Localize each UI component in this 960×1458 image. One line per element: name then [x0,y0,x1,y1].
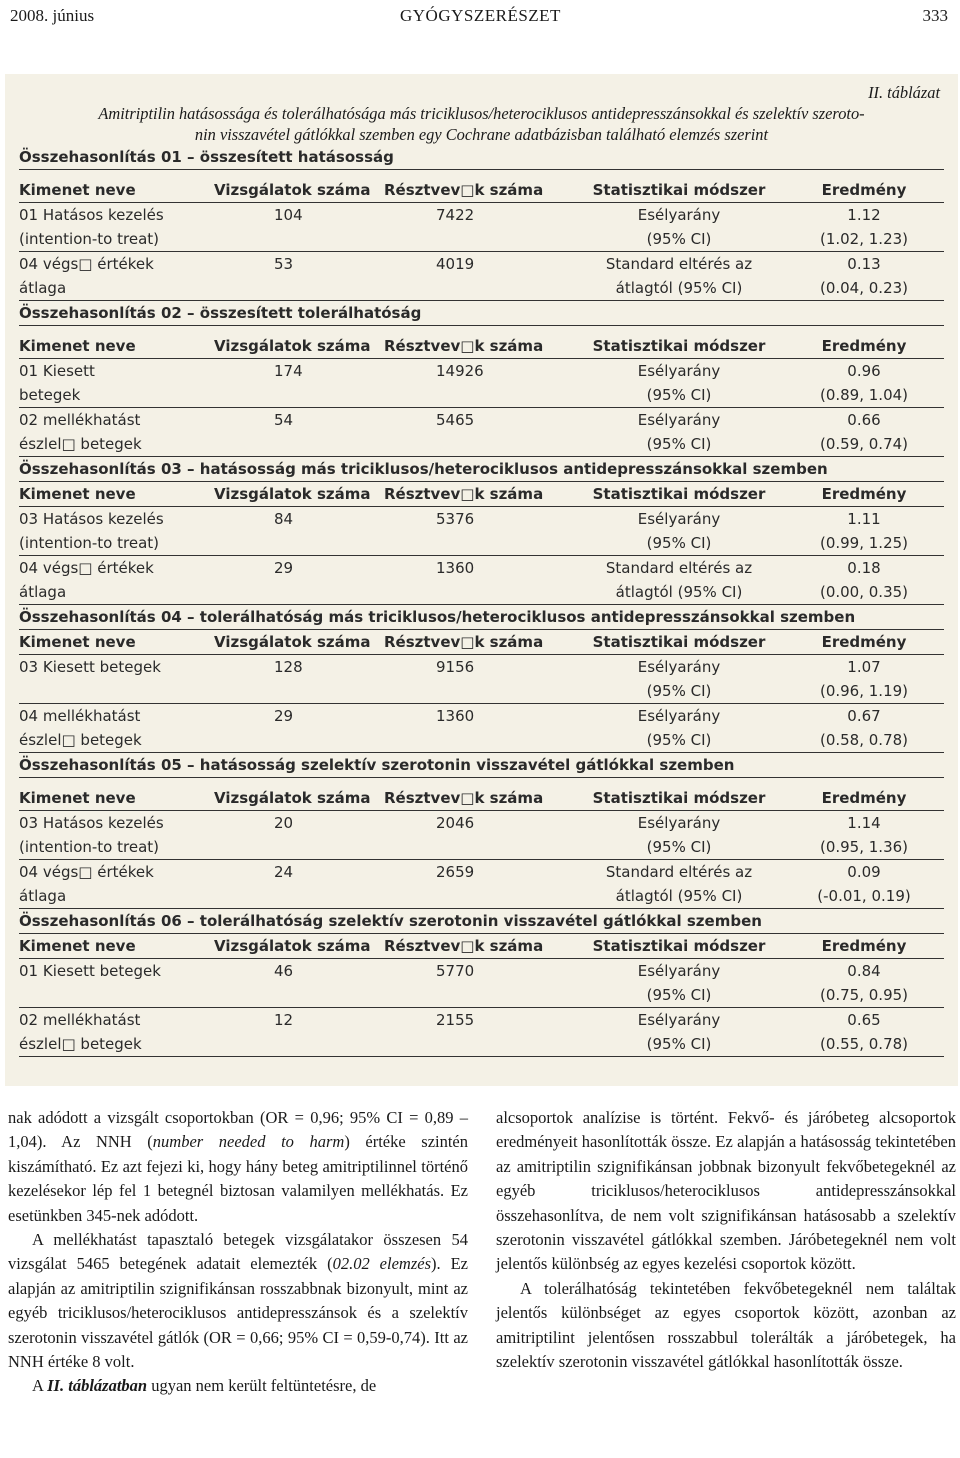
header-participants: Résztvev□k száma [384,485,544,503]
outcome-cell-line: észlel□ betegek [19,435,142,453]
outcome-cell-line: betegek [19,386,81,404]
outcome-cell [19,704,214,752]
participants-cell: 2046 [436,814,475,832]
method-cell-line: átlagtól (95% CI) [615,279,743,297]
result-cell [784,860,944,908]
participants-cell: 5376 [436,510,475,528]
studies-cell: 53 [274,255,294,273]
table-reference: II. táblázatban [47,1376,148,1396]
method-cell [574,507,784,555]
result-cell-line: 0.96 [847,362,881,380]
comparison-title: Összehasonlítás 04 – tolerálhatóság más triciklusos/heterociklusos antidepresszánsokkal szemben [19,605,944,630]
header-result: Eredmény [821,937,907,955]
outcome-cell [19,408,214,456]
header-result: Eredmény [821,485,907,503]
comparison-title: Összehasonlítás 06 – tolerálhatóság szelektív szerotonin visszavétel gátlókkal szemben [19,909,944,934]
journal-name: GYÓGYSZERÉSZET [400,6,561,25]
outcome-cell-line: 03 Kiesett betegek [19,658,161,676]
result-cell [784,1008,944,1056]
header-method: Statisztikai módszer [592,789,766,807]
comparison-title: Összehasonlítás 02 – összesített tolerálhatóság [19,301,944,326]
table-row [19,203,944,252]
column-header-row [19,934,944,959]
method-cell-line: (95% CI) [646,435,712,453]
outcome-cell-line: (intention-to treat) [19,838,159,856]
column-header-row [19,786,944,811]
outcome-cell-line: 04 végs□ értékek [19,863,154,881]
outcome-cell [19,655,214,679]
participants-cell: 2659 [436,863,475,881]
table-row [19,959,944,1008]
method-cell-line: (95% CI) [646,986,712,1004]
table-caption [19,82,944,145]
method-cell-line: Standard eltérés az [605,255,753,273]
outcome-cell-line: 04 mellékhatást [19,707,141,725]
outcome-cell-line: 03 Hatásos kezelés [19,510,164,528]
method-cell-line: átlagtól (95% CI) [615,887,743,905]
participants-cell: 2155 [436,1011,475,1029]
header-participants: Résztvev□k száma [384,337,544,355]
outcome-cell [19,252,214,300]
result-cell [784,704,944,752]
outcome-cell-line: átlaga [19,887,67,905]
participants-cell: 5770 [436,962,475,980]
outcome-cell-line: 01 Hatásos kezelés [19,206,164,224]
outcome-cell-line: (intention-to treat) [19,230,159,248]
header-studies: Vizsgálatok száma [214,337,371,355]
outcome-cell-line: átlaga [19,279,67,297]
method-cell-line: Standard eltérés az [605,863,753,881]
outcome-cell-line: 04 végs□ értékek [19,255,154,273]
header-studies: Vizsgálatok száma [214,485,371,503]
header-outcome: Kimenet neve [19,633,136,651]
method-cell [574,959,784,1007]
result-cell-line: 0.67 [847,707,881,725]
header-studies: Vizsgálatok száma [214,181,371,199]
outcome-cell-line: 02 mellékhatást [19,1011,141,1029]
method-cell [574,860,784,908]
method-cell-line: (95% CI) [646,838,712,856]
method-cell-line: Esélyarány [637,707,721,725]
result-cell-line: 0.84 [847,962,881,980]
result-cell-line: 1.11 [847,510,881,528]
table-row [19,408,944,457]
comparison-title: Összehasonlítás 03 – hatásosság más triciklusos/heterociklusos antidepresszánsokkal szemben [19,457,944,482]
paragraph: A mellékhatást tapasztaló betegek vizsgálatakor összesen 54 vizsgálat 5465 betegének adatait elemezték (02.02 elemzés). Ez alapján az amitriptilin szignifikánsan rosszabbnak bizonyult, mint az egyéb triciklusos/heterociklusos antidepresszánsok és a szelektív szerotonin visszavétel gátlók (OR = 0,66; 95% CI = 0,59-0,74). Itt az NNH értéke 8 volt. [8,1230,468,1372]
page-number: 333 [922,6,948,25]
comparison-title: Összehasonlítás 05 – hatásosság szelektív szerotonin visszavétel gátlókkal szemben [19,753,944,778]
participants-cell: 1360 [436,707,475,725]
outcome-cell [19,959,214,983]
result-cell-line: 1.14 [847,814,881,832]
method-cell [574,556,784,604]
result-cell-line: 0.09 [847,863,881,881]
method-cell [574,408,784,456]
body-column-left [8,1106,468,1399]
method-cell-line: (95% CI) [646,386,712,404]
column-header-row [19,178,944,203]
result-cell-line: 0.18 [847,559,881,577]
result-cell-line: 1.12 [847,206,881,224]
method-cell [574,704,784,752]
body-column-right [496,1106,956,1374]
table-box [5,74,958,1086]
header-participants: Résztvev□k száma [384,181,544,199]
method-cell-line: Esélyarány [637,510,721,528]
table-row [19,1008,944,1057]
outcome-cell-line: 04 végs□ értékek [19,559,154,577]
method-cell-line: (95% CI) [646,534,712,552]
header-result: Eredmény [821,181,907,199]
method-cell-line: (95% CI) [646,682,712,700]
result-cell-line: 0.13 [847,255,881,273]
header-studies: Vizsgálatok száma [214,633,371,651]
method-cell-line: Standard eltérés az [605,559,753,577]
table-row [19,811,944,860]
participants-cell: 7422 [436,206,475,224]
participants-cell: 14926 [436,362,484,380]
table-row [19,704,944,753]
result-cell-line: (0.04, 0.23) [819,279,909,297]
method-cell [574,1008,784,1056]
emphasis: 02.02 elemzés [332,1254,431,1274]
paragraph: nak adódott a vizsgált csoportokban (OR = 0,96; 95% CI = 0,89 – 1,04). Az NNH (number needed to harm) értéke szintén kiszámítható. Ez azt fejezi ki, hogy hány beteg amitriptilinnel történő kezelésekor lép fel 1 betegnél biztosan valamilyen mellékhatás. Ez esetünkben 345-nek adódott. [8,1108,469,1225]
table-row [19,860,944,909]
method-cell [574,203,784,251]
participants-cell: 5465 [436,411,475,429]
method-cell-line: átlagtól (95% CI) [615,583,743,601]
table-row [19,655,944,704]
page-header [0,0,960,36]
outcome-cell-line: 01 Kiesett [19,362,95,380]
method-cell-line: Esélyarány [637,814,721,832]
header-outcome: Kimenet neve [19,337,136,355]
method-cell [574,252,784,300]
outcome-cell-line: észlel□ betegek [19,731,142,749]
method-cell [574,359,784,407]
participants-cell: 1360 [436,559,475,577]
header-studies: Vizsgálatok száma [214,789,371,807]
outcome-cell [19,1008,214,1056]
result-cell-line: 0.66 [847,411,881,429]
result-cell [784,811,944,859]
header-method: Statisztikai módszer [592,337,766,355]
header-outcome: Kimenet neve [19,789,136,807]
table-number: II. táblázat [868,83,940,102]
result-cell-line: (0.96, 1.19) [819,682,909,700]
result-cell [784,203,944,251]
comparison-title: Összehasonlítás 01 – összesített hatásosság [19,145,944,170]
method-cell-line: Esélyarány [637,658,721,676]
spacer [19,326,944,334]
header-participants: Résztvev□k száma [384,937,544,955]
column-header-row [19,482,944,507]
table-row [19,556,944,605]
spacer [19,778,944,786]
result-cell-line: (0.55, 0.78) [819,1035,909,1053]
results-table [19,145,944,1057]
participants-cell: 4019 [436,255,475,273]
header-participants: Résztvev□k száma [384,633,544,651]
outcome-cell-line: észlel□ betegek [19,1035,142,1053]
outcome-cell [19,359,214,407]
method-cell-line: (95% CI) [646,731,712,749]
studies-cell: 54 [274,411,294,429]
header-studies: Vizsgálatok száma [214,937,371,955]
header-method: Statisztikai módszer [592,633,766,651]
table-row [19,252,944,301]
studies-cell: 12 [274,1011,294,1029]
outcome-cell [19,860,214,908]
issue-date: 2008. június [10,6,95,25]
studies-cell: 24 [274,863,294,881]
method-cell-line: (95% CI) [646,230,712,248]
header-method: Statisztikai módszer [592,181,766,199]
header-method: Statisztikai módszer [592,937,766,955]
studies-cell: 46 [274,962,294,980]
header-result: Eredmény [821,633,907,651]
method-cell-line: Esélyarány [637,362,721,380]
table-row [19,359,944,408]
outcome-cell [19,203,214,251]
result-cell [784,655,944,703]
header-outcome: Kimenet neve [19,937,136,955]
result-cell [784,252,944,300]
result-cell [784,359,944,407]
paragraph: A tolerálhatóság tekintetében fekvőbetegeknél nem találtak jelentős különbséget az egyes csoportok között, azonban az amitriptilint jelentősen rosszabbul tolerálták a járóbetegek, ha szelektív szerotonin visszavétel gátlókkal hasonlították össze. [496,1278,956,1372]
column-header-row [19,334,944,359]
studies-cell: 84 [274,510,294,528]
method-cell [574,655,784,703]
result-cell-line: (0.00, 0.35) [819,583,909,601]
outcome-cell [19,811,214,859]
result-cell [784,507,944,555]
outcome-cell-line: 03 Hatásos kezelés [19,814,164,832]
paragraph: A II. táblázatban ugyan nem került feltüntetésre, de [32,1376,377,1396]
outcome-cell-line: (intention-to treat) [19,534,159,552]
header-outcome: Kimenet neve [19,485,136,503]
table-title-line-1: Amitriptilin hatásossága és tolerálhatósága más triciklusos/heterociklusos antidepresszánsokkal és szelektív szeroto- [98,104,865,123]
result-cell-line: (0.75, 0.95) [819,986,909,1004]
table-row [19,507,944,556]
spacer [19,170,944,178]
result-cell-line: (0.58, 0.78) [819,731,909,749]
result-cell [784,959,944,1007]
column-header-row [19,630,944,655]
header-method: Statisztikai módszer [592,485,766,503]
studies-cell: 104 [274,206,303,224]
outcome-cell-line: 01 Kiesett betegek [19,962,161,980]
result-cell [784,408,944,456]
method-cell-line: (95% CI) [646,1035,712,1053]
header-result: Eredmény [821,337,907,355]
method-cell-line: Esélyarány [637,411,721,429]
result-cell-line: (0.99, 1.25) [819,534,909,552]
header-outcome: Kimenet neve [19,181,136,199]
result-cell-line: 0.65 [847,1011,881,1029]
header-participants: Résztvev□k száma [384,789,544,807]
outcome-cell [19,556,214,604]
result-cell [784,556,944,604]
studies-cell: 20 [274,814,294,832]
outcome-cell-line: 02 mellékhatást [19,411,141,429]
method-cell-line: Esélyarány [637,1011,721,1029]
result-cell-line: (0.59, 0.74) [819,435,909,453]
header-result: Eredmény [821,789,907,807]
result-cell-line: (0.89, 1.04) [819,386,909,404]
result-cell-line: (1.02, 1.23) [819,230,909,248]
emphasis: number needed to harm [152,1132,345,1152]
studies-cell: 29 [274,559,294,577]
method-cell-line: Esélyarány [637,206,721,224]
result-cell-line: (-0.01, 0.19) [817,887,911,905]
method-cell [574,811,784,859]
result-cell-line: 1.07 [847,658,881,676]
outcome-cell [19,507,214,555]
result-cell-line: (0.95, 1.36) [819,838,909,856]
participants-cell: 9156 [436,658,475,676]
studies-cell: 29 [274,707,294,725]
outcome-cell-line: átlaga [19,583,67,601]
studies-cell: 128 [274,658,303,676]
paragraph: alcsoportok analízise is történt. Fekvő- és járóbeteg alcsoportok eredményeit hasonlították össze. Ez alapján a hatásosság tekintetében az amitriptilin szignifikánsan jobbnak bizonyult fekvőbetegeknél az egyéb triciklusos/heterociklusos antidepresszánsokkal összehasonlítva, de nem volt szignifikánsan hatásosabb a szelektív szerotonin visszavétel gátlókkal szemben. Járóbetegeknél nem volt jelentős különbség az egyes kezelési csoportok között. [496,1108,956,1274]
method-cell-line: Esélyarány [637,962,721,980]
table-title-line-2: nin visszavétel gátlókkal szemben egy Cochrane adatbázisban található elemzés szerint [194,125,769,144]
studies-cell: 174 [274,362,303,380]
